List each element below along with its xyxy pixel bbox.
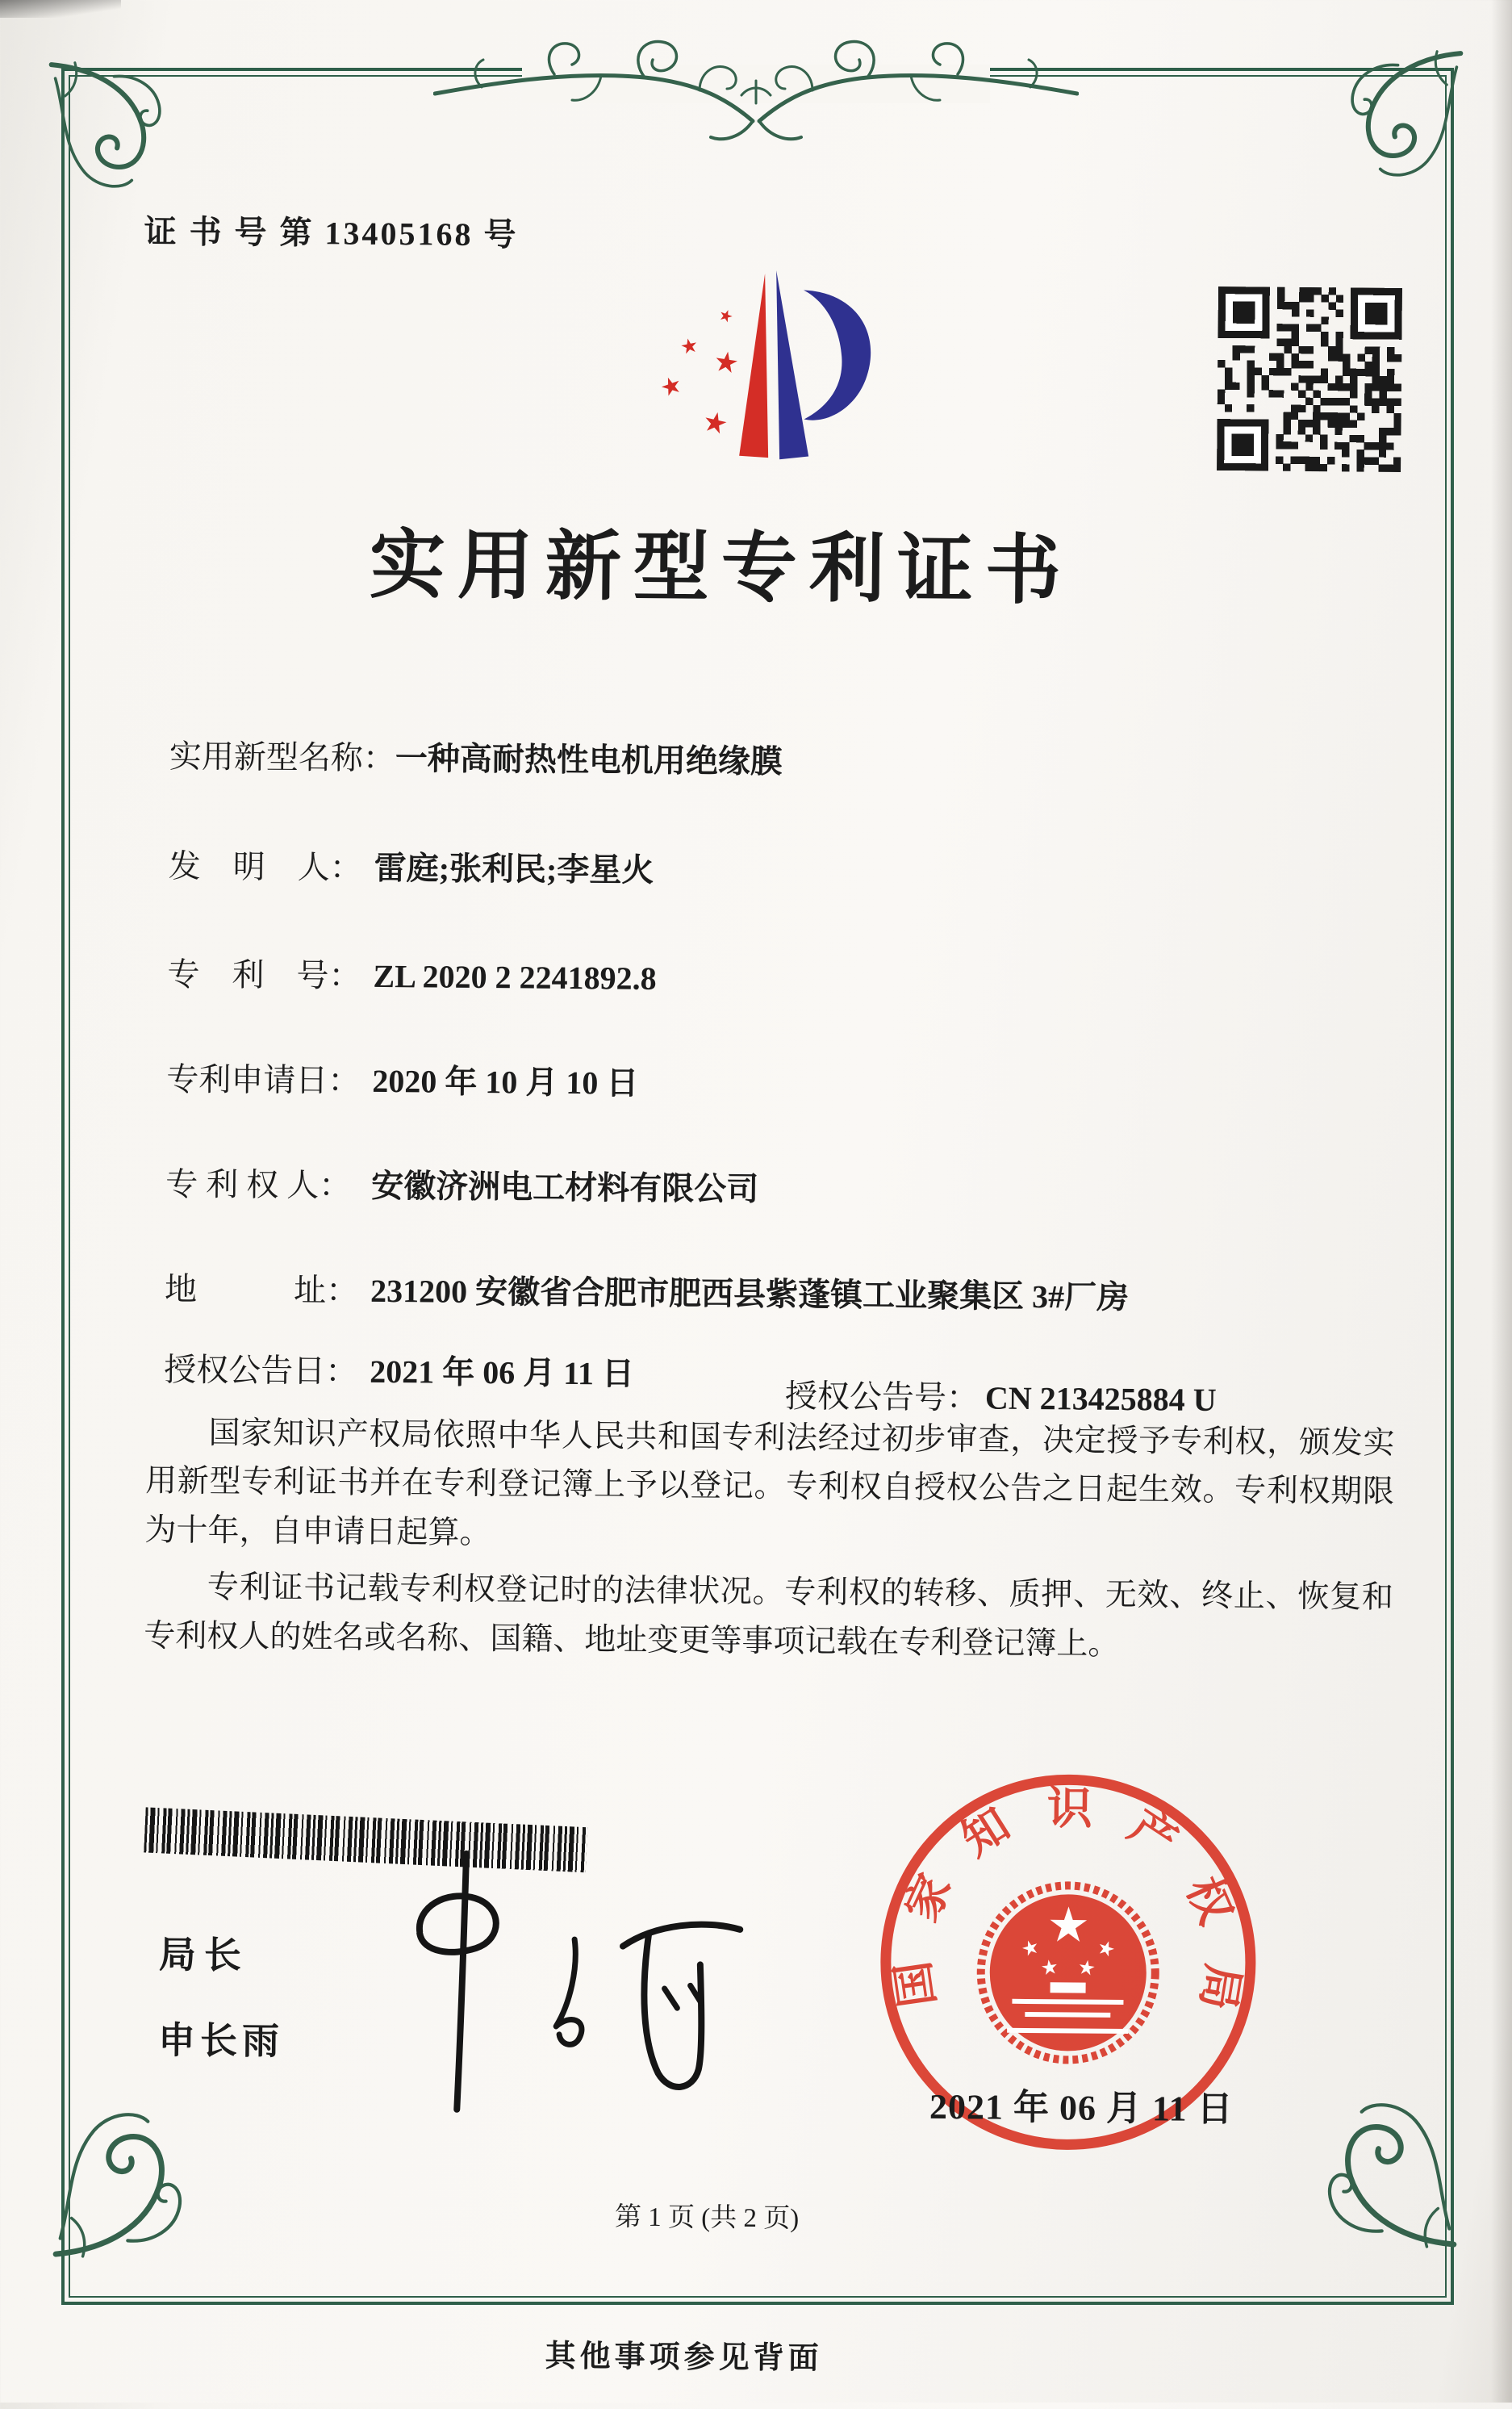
handwritten-signature xyxy=(331,1840,769,2127)
field-label: 专 利 权 人： xyxy=(165,1165,352,1204)
field-value: CN 213425884 U xyxy=(984,1379,1217,1418)
commissioner-role-label: 局长 xyxy=(158,1934,250,1976)
field-grant-publication-number xyxy=(785,1370,1217,1420)
field-label: 授权公告号： xyxy=(784,1378,979,1416)
national-emblem-icon xyxy=(980,1884,1156,2060)
field-row-inventors xyxy=(168,841,654,891)
field-value: 2020 年 10 月 10 日 xyxy=(372,1062,639,1102)
field-row-grant-date xyxy=(164,1345,1217,1418)
certificate-title: 实用新型专利证书 xyxy=(369,523,1074,614)
field-label: 地 址： xyxy=(164,1270,359,1309)
field-row-utility-model-name xyxy=(169,731,783,783)
field-label: 实用新型名称： xyxy=(169,738,396,777)
field-value: ZL 2020 2 2241892.8 xyxy=(373,957,657,997)
legal-paragraph-1: 国家知识产权局依照中华人民共和国专利法经过初步审查，决定授予专利权，颁发实用新型专利证书并在专利登记簿上予以登记。专利权自授权公告之日起生效。专利权期限为十年，自申请日起算。 xyxy=(144,1416,1395,1551)
qr-code xyxy=(1217,286,1402,472)
field-value: 231200 安徽省合肥市肥西县紫蓬镇工业聚集区 3#厂房 xyxy=(370,1272,1130,1316)
legal-text xyxy=(144,1408,1395,1679)
back-side-note: 其他事项参见背面 xyxy=(545,2339,823,2376)
field-value: 2021 年 06 月 11 日 xyxy=(370,1353,635,1392)
field-value: 一种高耐热性电机用绝缘膜 xyxy=(395,740,783,780)
field-label: 专 利 号： xyxy=(167,956,361,994)
certificate-number: 证 书 号 第 13405168 号 xyxy=(144,213,519,253)
field-row-patentee xyxy=(165,1159,758,1210)
seal-agency-text: 国家知识产权局 xyxy=(888,1784,1248,2014)
field-row-address xyxy=(165,1264,1129,1318)
page-number: 第 1 页 (共 2 页) xyxy=(614,2202,800,2234)
field-value: 雷庭;张利民;李星火 xyxy=(374,849,654,889)
field-row-filing-date xyxy=(166,1054,638,1104)
field-row-patent-number xyxy=(167,949,657,999)
commissioner-name: 申长雨 xyxy=(157,2019,285,2062)
field-label: 授权公告日： xyxy=(164,1351,358,1390)
field-label: 发 明 人： xyxy=(168,847,362,886)
seal-date: 2021 年 06 月 11 日 xyxy=(929,2086,1234,2130)
cnipa-logo-icon xyxy=(644,254,888,492)
field-label: 专利申请日： xyxy=(166,1060,361,1099)
legal-paragraph-2: 专利证书记载专利权登记时的法律状况。专利权的转移、质押、无效、终止、恢复和专利权人的姓名或名称、国籍、地址变更等事项记载在专利登记簿上。 xyxy=(144,1570,1394,1662)
field-value: 安徽济洲电工材料有限公司 xyxy=(371,1167,759,1208)
